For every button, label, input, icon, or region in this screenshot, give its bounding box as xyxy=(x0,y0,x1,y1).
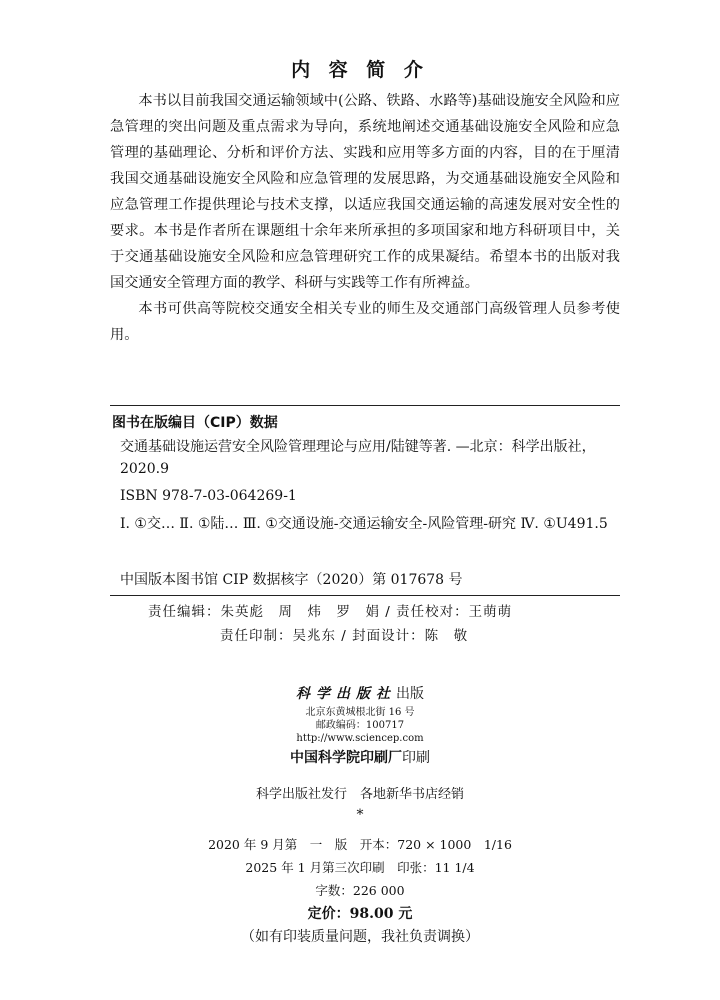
credits-editors: 责任编辑：朱英彪 周 炜 罗 娟 / 责任校对：王萌萌 xyxy=(148,604,513,620)
cip-classification: Ⅰ. ①交… Ⅱ. ①陆… Ⅲ. ①交通设施-交通运输安全-风险管理-研究 Ⅳ. ①U491.5 xyxy=(120,516,608,532)
intro-text xyxy=(110,88,620,348)
quality-notice: （如有印装质量问题，我社负责调换） xyxy=(241,929,479,945)
price: 定价：98.00 元 xyxy=(307,906,413,922)
printing-line: 2025 年 1 月第三次印刷 印张：11 1/4 xyxy=(245,860,475,875)
cip-isbn: ISBN 978-7-03-064269-1 xyxy=(120,488,297,504)
publisher-line xyxy=(0,683,720,703)
intro-paragraph: 本书以目前我国交通运输领域中(公路、铁路、水路等)基础设施安全风险和应急管理的突出问题及重点需求为导向，系统地阐述交通基础设施安全风险和应急管理的基础理论、分析和评价方法、实践和应用等多方面的内容，目的在于厘清我国交通基础设施安全风险和应急管理的发展思路，为交通基础设施安全风险和应急管理工作提供理论与技术支撑，以适应我国交通运输的高速发展对安全性的要求。本书是作者所在课题组十余年来所承担的多项国家和地方科研项目中，关于交通基础设施安全风险和应急管理研究工作的成果凝结。希望本书的出版对我国交通安全管理方面的教学、科研与实践等工作有所裨益。 xyxy=(110,93,620,291)
printer-suffix: 印刷 xyxy=(402,750,430,766)
cip-number: 中国版本图书馆 CIP 数据核字（2020）第 017678 号 xyxy=(120,572,463,588)
publisher-suffix: 出版 xyxy=(396,686,424,702)
distribution: 科学出版社发行 各地新华书店经销 xyxy=(255,787,464,802)
cip-title-line: 交通基础设施运营安全风险管理理论与应用/陆键等著. —北京：科学出版社，2020.9 xyxy=(120,439,596,477)
publisher-postcode: 邮政编码：100717 xyxy=(315,720,405,731)
divider xyxy=(110,595,620,596)
word-count: 字数：226 000 xyxy=(315,883,405,898)
cip-heading: 图书在版编目（CIP）数据 xyxy=(112,415,278,431)
printer-name: 中国科学院印刷厂 xyxy=(290,750,402,766)
printer-line xyxy=(0,747,720,767)
publisher-name: 科学出版社 xyxy=(296,686,396,702)
separator-star: * xyxy=(356,807,364,823)
publisher-address-block xyxy=(0,706,720,745)
publisher-website: http://www.sciencep.com xyxy=(296,733,424,744)
publisher-address: 北京东黄城根北街 16 号 xyxy=(305,707,415,718)
intro-paragraph: 本书可供高等院校交通安全相关专业的师生及交通部门高级管理人员参考使用。 xyxy=(110,301,620,343)
intro-title: 内 容 简 介 xyxy=(291,59,429,81)
credits-production: 责任印制：吴兆东 / 封面设计：陈 敬 xyxy=(220,628,469,644)
divider xyxy=(110,405,620,406)
edition-line: 2020 年 9 月第 一 版 开本：720 × 1000 1/16 xyxy=(208,837,512,852)
